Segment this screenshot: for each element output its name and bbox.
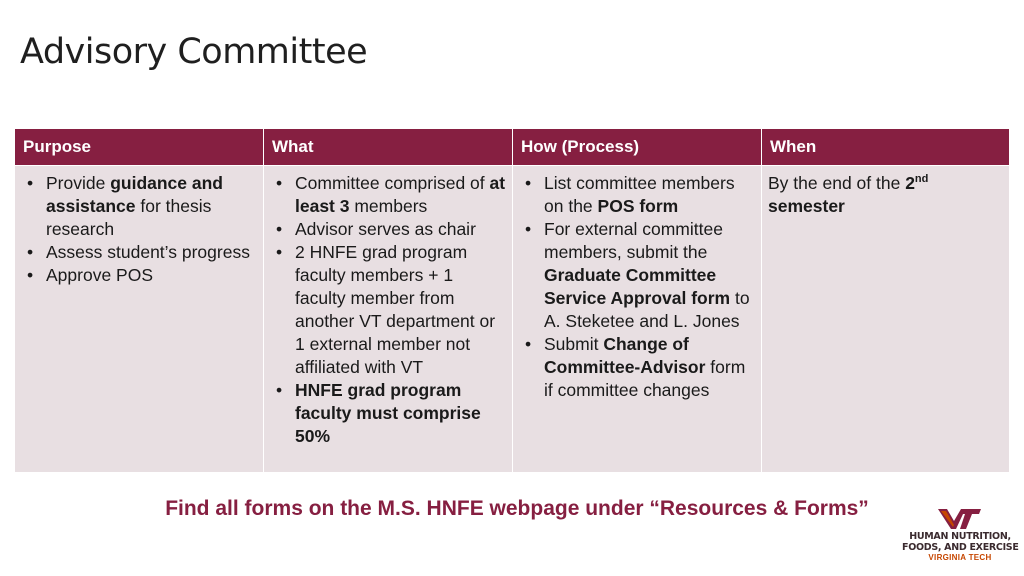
list-item: • Submit Change of Committee-Advisor form if committee changes [519, 333, 755, 402]
when-cell [762, 166, 1010, 473]
what-cell [264, 166, 513, 473]
list-item: • Provide guidance and assistance for thesis research [21, 172, 257, 241]
list-item: • Assess student’s progress [21, 241, 257, 264]
list-item: • Approve POS [21, 264, 257, 287]
list-item: • For external committee members, submit the Graduate Committee Service Approval form to A. Steketee and L. Jones [519, 218, 755, 333]
list-item: • List committee members on the POS form [519, 172, 755, 218]
header-what: What [264, 129, 513, 166]
footer-note: Find all forms on the M.S. HNFE webpage under “Resources & Forms” [165, 497, 869, 520]
logo-line1: HUMAN NUTRITION, [909, 531, 1011, 542]
vt-logo-icon [937, 507, 983, 531]
list-item: • 2 HNFE grad program faculty members + 1 faculty member from another VT department or 1 external member not affiliated with VT [270, 241, 506, 379]
header-row [15, 129, 1010, 166]
header-how: How (Process) [513, 129, 762, 166]
vt-hnfe-logo [902, 507, 1018, 563]
slide-title: Advisory Committee [20, 32, 368, 72]
purpose-list [21, 172, 257, 287]
when-text: By the end of the 2nd semester [768, 173, 929, 216]
advisory-table [14, 128, 1010, 473]
list-item: • Committee comprised of at least 3 members [270, 172, 506, 218]
how-list [519, 172, 755, 402]
list-item: • Advisor serves as chair [270, 218, 506, 241]
purpose-cell [15, 166, 264, 473]
list-item: • HNFE grad program faculty must comprise 50% [270, 379, 506, 448]
header-purpose: Purpose [15, 129, 264, 166]
logo-line2: FOODS, AND EXERCISE [902, 542, 1019, 553]
header-when: When [762, 129, 1010, 166]
logo-line3: VIRGINIA TECH [928, 553, 992, 562]
how-cell [513, 166, 762, 473]
content-row [15, 166, 1010, 473]
what-list [270, 172, 506, 448]
